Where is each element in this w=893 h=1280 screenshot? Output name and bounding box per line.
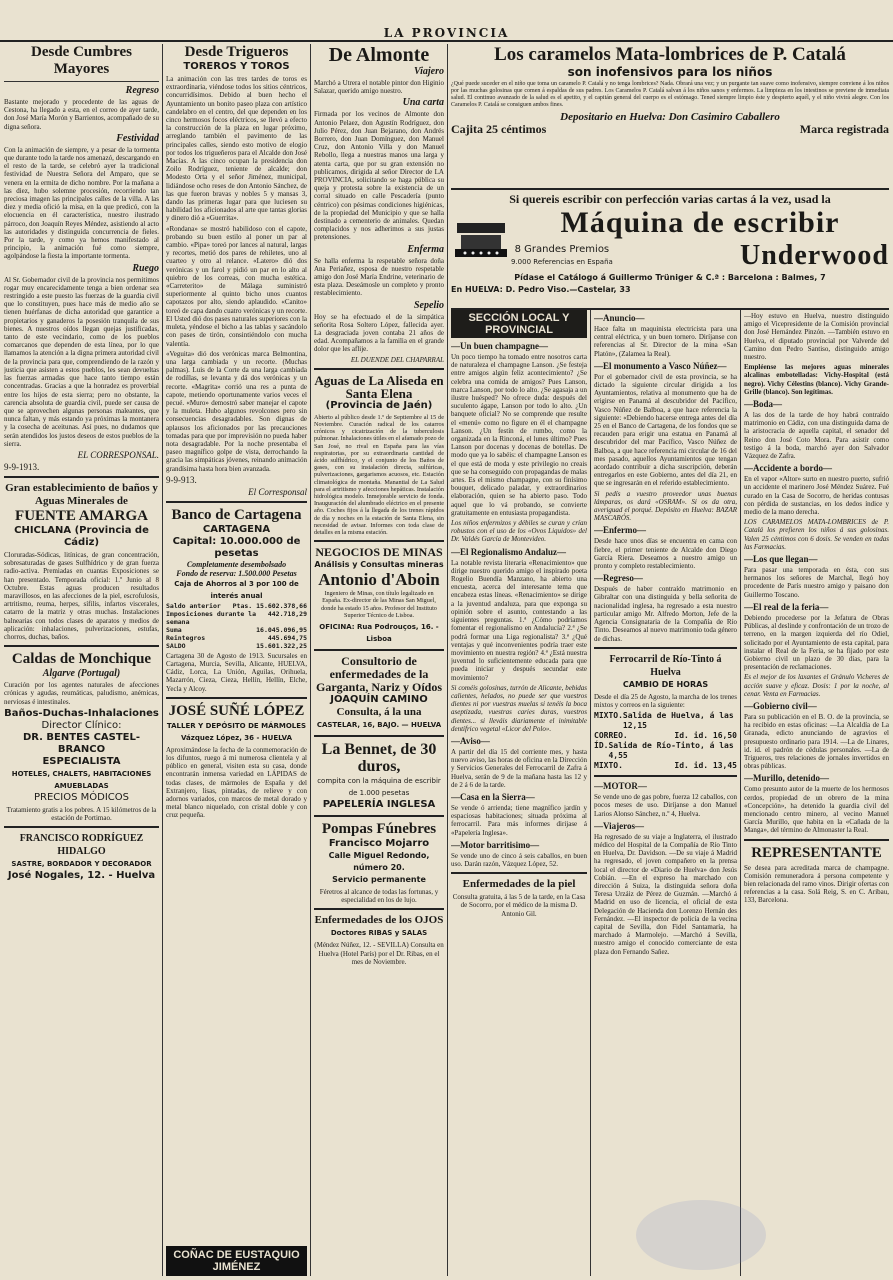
section-head: Sepelio [414, 299, 444, 311]
section-head: —Los que llegan— [744, 554, 818, 565]
article-text: Para su publicación en el B. O. de la provincia, se ha recibido en estas oficinas: —La Alcaldía de La Granada, edicto anunciando de agravios el presupuesto ordinario para 1914. —La de Linares, id. id. el padrón de cédulas personales. —La de Trigueros, tres relaciones de jornales invertidos en obras públicas. [744, 712, 889, 771]
ad-text: compita con la máquina de escribir de 1.000 pesetas [317, 776, 441, 797]
rule [166, 697, 307, 699]
ad-doctor: JOAQUÍN CAMINO [330, 693, 428, 705]
ad-brand: Marca registrada [799, 122, 889, 136]
rule [314, 649, 444, 651]
ad-text: ¿Qué puede suceder en el niño que toma un caramelo P. Catalá y no tenga lombrices? Nada. Obrará una vez; y un purgante tan suave como inofensivo, siempre conviene á los niños por las muchas golosinas que comen á espaldas de sus padres. Los Caramelos P. Catalá salvan á los niños sanos y enfermos. La limpieza en los intestinos se previene de inmediata salud. El continuo avanzado de la salud es el apetito, y el capitán general del cuerpo es el estómago. Tened siempre limpio éste y despierto aquél, y el niño vivirá alegre. Con los Caramelos P. Catalá se consiguen ambos fines. [451, 81, 889, 108]
table-cell: CORREO. [594, 731, 628, 741]
table-row [166, 602, 307, 610]
article-text: Para pasar una temporada en ésta, con sus hermanos los señores de Marchal, llegó hoy procedente de París nuestro amigo y paisano don Guillermo Toscano. [744, 566, 889, 599]
article-text: Al Sr. Gobernador civil de la provincia nos permitimos rogar muy encarecidamente tenga a bien ordenar sea restringido a este puesto las fuerzas de la guardia civil que lo constituyen, pues hace más de medio año se tienen huérfanas de dicha autoridad que garantice a propietarios y ganaderos la posesión tranquila de sus bienes. A nuestros oídos llegan quejas justificadas, tanto de este vecindario, como de los pueblos comarcanos que dependen de esta línea, por lo que llamamos la atención a la digna primera autoridad civil de la provincia para que, comprendiendo de la razón y justicia que asisten a estos pueblos, les sean devueltas las fuerzas armadas que hace tanto tiempo están concentradas. Gracias a que la honradez es proverbial entre los hijos de esta sierra; pero no obstante, la carencia absoluta de guardia civil, puede ser causa de que se aprovechen algunas personas maleantes, que nunca faltan, y más estando ya próximas la montanera y la cosecha de aceitunas. Así pues, no dudamos que serán atendidos los justos deseos de estos pueblos de la sierra. [4, 275, 159, 448]
article-text: «Veguita» dió dos verónicas marca Belmontina, una larga cambiada y un recorte. (Muchas palmas). Luis de la Corte da una larga cambiada de rodillas, se levanta y dá dos verónicas y un recorte. «Magrita» corrió una res a punta de capote, metiendo oportunamente varios veces el pecué. «Muro» demostró saber manejar el capote y la muleta. Hubo algunos revolcones pero sin consecuencias desagradables. Son dignas de aplausos los aficionados por las precauciones tomadas para que por imprevisión no pueda haber nota desagradable. Por la noche presentaba el paseo magnífico golpe de vista, derrochando la gracia las simpáticas jóvenes, reinando animación grandísima hasta hora bien avanzada. [166, 349, 307, 473]
ad-awards [511, 244, 613, 268]
table-cell: 15.601.322,25 [256, 641, 307, 650]
table-cell: 16.045.096,95 [256, 625, 307, 634]
ad-subtitle: Baños-Duchas-Inhalaciones [4, 707, 159, 719]
bottom-ad: COÑAC DE EUSTAQUIO JIMÉNEZ [166, 1246, 307, 1276]
ad-title: Gran establecimiento de baños y Aguas Minerales de [5, 481, 158, 507]
column-divider [162, 44, 163, 1276]
ad-subtitle: son inofensivos para los niños [567, 65, 773, 79]
rule [4, 826, 159, 828]
table-cell: Salida de Río-Tinto, á las 4,55 [608, 741, 734, 761]
table-cell: Salida de Huelva, á las 12,15 [622, 711, 734, 731]
ad-deposit: Depositario en Huelva: Don Casimiro Caballero [560, 111, 780, 123]
article-text: La notable revista literaria «Renacimiento» que dirige nuestro querido amigo el inspirado poeta Rogelio Buendía Manzano, ha abierto una encuesta, acerca del interesante tema que encabeza estas líneas. «Renacimiento» se dirige a la juventud andaluza, para que exponga su opinión sobre el asunto, contestando a las siguientes preguntas. 1.ª ¿Cómo podríamos fomentar el regionalismo en Andalucía? 2.ª ¿Se podrá formar una Liga regionalista? 3.ª ¿Qué ventajas y qué inconvenientes podría traer este movimiento en nuestra región? 4.ª ¿Está nuestra juventud lo suficientemente educada para que pueda iniciar y después secundar este movimiento? [451, 558, 587, 682]
article-text: A partir del día 15 del corriente mes, y hasta nuevo aviso, las horas de oficina en la Dirección y Servicios Generales del Ferrocarril de Zafra á Huelva, serán de 9 de la mañana hasta las 12 y de 2 á 6 de la tarde. [451, 747, 587, 789]
article-text: La animación con las tres tardes de toros es extraordinaria, viéndose todos los sitios céntricos, concurridísimos. Debido al buen hecho el Ayuntamiento un bonito paseo plaza con artístico candelabro en el centro, del que dependen en los cinco hermosos focos eléctricos, se llevó a efecto la construcción de la plaza en lugar próximo, arreglando también el pavimento de las principales calles, siendo esto motivo de elogio por todos los trigueñeros para el Alcalde don José Macías. A las cinco ocupan la presidencia don Zoilo Rodríguez, teniente de alcalde; don Modesto Orta y el señor Jiménez, municipal, lidiándose ocho reses de don Antonio Sánchez, de las que fueron bravas y nobles 5 y mansas 3, dando las primeras lugar para que luciesen su habilidad los aficionados al arte que tantas glorias y dinero dió a «Guerrita». [166, 75, 307, 223]
ad-shop: PAPELERÍA INGLESA [322, 798, 436, 810]
section-head: —Casa en la Sierra— [451, 791, 535, 802]
ad-text: Aproximándose la fecha de la conmemoración de los difuntos, ruego á mi numerosa clientela y al público en general, visiten esta su casa, donde encontrarán inmensa variedad en LÁPIDAS de todas clases, de mármoles de España y del Extranjero, lisas, pintadas, de relieve y con adornos variados, con marcos de metal dorado y metal blanco niquelado, con cristal doble y con cruz pequeña. [166, 745, 307, 820]
article-title: Desde Cumbres Mayores [31, 44, 132, 77]
ad-text: Tratamiento gratis a los pobres. A 15 kilómetros de la estación de Portimao. [6, 805, 157, 822]
ad-place: CHICLANA (Provincia de Cádiz) [14, 524, 149, 548]
signature: El Corresponsal [248, 486, 307, 497]
ad-city: CARTAGENA [202, 523, 271, 535]
ad-title: Caldas de Monchique [11, 651, 152, 668]
article-text: Debiendo procederse por la Jefatura de Obras Públicas, al deslinde y confrontación de un trozo de terreno, en la margen izquierda del río Odiel, solicitado por el Ayuntamiento de esta capital, para instalar el Real de la Feria, se ha fijado por este Gobierno civil un plazo de 30 días, para la presentación de reclamaciones. [744, 613, 889, 672]
table-cell: Id. id. 13,45 [674, 761, 737, 771]
rule [594, 775, 737, 777]
table-title: Ferrocarril de Río-Tinto á Huelva [609, 653, 722, 678]
table-intro: Desde el día 25 de Agosto, la marcha de los trenes mixtos y correos en la siguiente: [594, 692, 737, 709]
rule [166, 501, 307, 503]
ad-text: Cartagena 30 de Agosto de 1913. Sucursales en Cartagena, Murcia, Sevilla, Alicante, HUELVA, Cádiz, Lorca, La Unión, Aguilas, Orihuela, Mazarrón, Cieza, Cieza, Hellín, Hellín, Elche, Yecla y Alcoy. [166, 651, 307, 693]
ad-text: Curación por los agentes naturales de afecciones crónicas y agudas, reumáticas, paludismo, anémicas, nerviosas é intestinales. [4, 681, 159, 706]
caramelos-ad [451, 44, 889, 164]
section-head: —Un buen champagne— [451, 341, 549, 351]
ad-row [511, 240, 889, 272]
ad-premios: 8 Grandes Premios [514, 244, 610, 255]
ad-title: La Bennet, de 30 duros, [321, 740, 437, 775]
table-cell: SALDO [166, 641, 186, 650]
ad-body [451, 206, 889, 272]
table-title: Caja de Ahorros al 3 por 100 de interés anual [174, 579, 299, 600]
ad-subtitle: Completamente desembolsado [186, 559, 287, 569]
article-text: Como presunto autor de la muerte de los hermosos cerdos, propiedad de un obrero de la mina «Concepción», ha detenido la guardia civil del mencionado centro minero, al vecino Manuel García Murillo, que habita en la «Cañada de la Manga», del término de Almonaster la Real. [744, 785, 889, 835]
ad-specialty: ESPECIALISTA [42, 755, 121, 767]
ad-titles [511, 206, 889, 272]
table-cell: Reintegros [166, 633, 206, 642]
ad-agent: En HUELVA: D. Pedro Viso.—Castelar, 33 [451, 285, 631, 294]
ad-title: Aguas de La Aliseda en Santa Elena [314, 372, 444, 401]
ad-title: REPRESENTANTE [751, 844, 882, 861]
article-text: Firmada por los vecinos de Almonte don Antonio Pelaez, don Agustín Rodríguez, don Julio Pérez, don Juan Bejarano, don Andrés Borrero, don Juan Domínguez, don Manuel Cruz, don Antonio Villa y don Manuel Rebollo, llega a nuestras manos una larga y atenta carta, que por su gran extensión no publicamos, dirigida al señor Director de LA PROVINCIA, solicitando se haga pública su queja y protesta sobre la existencia de un corral situado en calle Pescadería (punto céntrico) con pésimas condiciones higiénicas, de la propiedad del Municipio y que se halla destinado a cementerio de animales. Quedan complacidos y nos adherimos a sus justas pretensiones. [314, 110, 444, 242]
rule [4, 645, 159, 647]
article-text: Con la animación de siempre, y a pesar de la tormenta que durante todo la tarde nos amenazó, descargando en el resto de la tarde, se celebró ayer la tradicional festividad de Nuestra Señora del Amparo, que se venera en la ermita de dicho nombre. Por la mañana a las diez, hubo solemne procesión, recorriendo tan preciosa imagen las principales calles de la villa. A las diez y media ofició la misa, en la que predicó, con la elocuencia en él característica, nuestro ilustrado párroco, don Joaquín Reyes Méndez, asistiendo al acto las autoridades y distinguida concurrencia de fieles. Por la tarde, y como ya hemos manifestado al principio, la animación fué como siempre, agolpándose la fiesta la importante tormenta. [4, 145, 159, 261]
ad-text: Consulta gratuita, á las 5 de la tarde, en la Casa de Socorro, por el médico de la misma D. Antonio Gil. [452, 893, 586, 918]
rule [314, 815, 444, 817]
ad-note: Es el mejor de los laxantes el Gránulo Vicheres de acción suave y eficaz. Dosis: 1 por la noche, al cenar. Venta en Farmacias. [744, 673, 889, 698]
article-text: En el vapor «Altor» surto en nuestro puerto, sufrió un accidente el marinero José Méndez Suárez. Fué curado en la Casa de Socorro, de heridas contusas con pérdida de sustancias, en los dedos índice y medio de la mano derecha. [744, 475, 889, 517]
masthead-rule [0, 40, 893, 42]
section-head: —Viajeros— [594, 820, 644, 831]
ad-name: Francisco Mojarro [328, 837, 430, 849]
table-row [166, 634, 307, 642]
article-text: A las dos de la tarde de hoy habrá contraído matrimonio en Cádiz, con una distinguida dama de la aristocracia de aquella capital, el senador del Reino don José Coto Mora. Para asistir como testigo á la boda, marchó ayer don Salvador Vázquez de Zafra. [744, 411, 889, 461]
ad-reserve: Fondo de reserva: 1.500.000 Pesetas [176, 568, 297, 578]
typewriter-icon [451, 217, 511, 261]
ad-subtitle: SASTRE, BORDADOR Y DECORADOR [11, 860, 152, 869]
article-title: De Almonte [328, 44, 430, 66]
ad-office: OFICINA: Rua Podrouços, 16. - Lisboa [319, 622, 439, 643]
article-text: Por el gobernador civil de esta provincia, se ha dictado la siguiente circular dirigida a los Ayuntamientos, relativa al monumento que ha de erigirse en Panamá al descubridor del Pacífico, Vasco Núñez de Balboa, a que hace referencia la siguiente: «Debiendo hacerse entrega antes del día 25 en el Banco de Cartagena, de los fondos que se recauden para erigir una estatua en Panamá al descubridor del mar Pacífico, Vasco Núñez de Balboa, a que hace referencia mi circular de 16 del mes pasado, aquellos Ayuntamientos que tengan acordado contribuir a dicha suscripción, deberán entregarlos en este Gobierno, antes del día 21, en que se ingresarán en el referido establecimiento. [594, 372, 737, 488]
ad-text: Abierto al público desde 1.º de Septiembre al 15 de Noviembre. Curación radical de los catarros crónicos y cicatrización de la tuberculosis pulmonar. Inhalaciones útiles en el afamado pozo de San José, no rival en España para las vías respiratorias, por su extraordinaria cantidad de ácido sulfhídrico, y el conjunto de los Baños de gases, con su instalación directa, sulfúricas, pulverizaciones, gargarismos acuosos, etc. Estación climatológica de montaña. Manantial de La Salud para el artritismo y afecciones hepáticas. Instalación hidrológica modelo. Inmejorable servicio de fonda. Inauguración del alumbrado eléctrico en el presente año. Coches fijos á la llegada de los trenes rápidos de día y noches en la estación de Santa Elena, sin necesidad de avisar. Informes con toda clase de detalles en la misma estación. [314, 413, 444, 536]
ad-title: Enfermedades de los OJOS [314, 914, 444, 927]
article-text: Bastante mejorado y procedente de las aguas de Cestona, ha llegado a esta, en el correo de ayer tarde, don José María Morón y Barrientos, acompañado de su digna señora. [4, 98, 159, 131]
column-5 [594, 310, 737, 1276]
table-row [594, 711, 737, 731]
column-divider [447, 44, 448, 1276]
ad-note: Los niños enfermizos y débiles se curan y crían robustos con el uso de los «Ovos Liquidos» del Dr. Valdés García de Montevideo. [451, 519, 587, 544]
ad-name: JOSÉ SUÑÉ LÓPEZ [168, 702, 305, 719]
column-6 [744, 310, 889, 1276]
column-3 [314, 44, 444, 1276]
rule [4, 476, 159, 478]
ad-capital: Capital: 10.000.000 de pesetas [172, 535, 301, 559]
table-cell: Suma [166, 625, 182, 634]
table-row [594, 741, 737, 761]
column-divider [310, 44, 311, 1276]
rule [594, 647, 737, 649]
rule [314, 540, 444, 542]
table-row [594, 731, 737, 741]
bank-table [166, 602, 307, 650]
article-text: Hace falta un maquinista electricista para una central eléctrica, y un buen tornero. Diríjanse con referencias al Sr. Director de la mina «San Platón», (Zalamea la Real). [594, 325, 737, 358]
ad-subtitle: (Provincia de Jaén) [325, 399, 433, 411]
article-title: Desde Trigueros [184, 44, 289, 60]
article-text: Un poco tiempo ha tomado entre nosotros carta de naturaleza el champagne Lanson. ¿Se festeja entre amigos algún feliz acontecimiento? ¿Se celebra una comida de amigos? Pues Lanson, marca Lanson, por todo lo alto. ¿Se agasaja a un ilustre huésped? No ofrece duda: después del suculento ágape, Lanson por todo lo alto. ¿Un banquete oficial? No se comprende que resulte el «menú» como no figure en él el champagne Lanson. ¿Un festín de rumbo, como la organizada en la Rinconá, el lunes último? Pues Lanson por docenas y docenas de botellas. De modo que ya lo sabéis: el champagne Lanson es el que está de moda y este privilegio no creais que se ha conseguido con propagandas de malas artes. Es el mismo champagne, con su finísimo bouquet, delicado paladar, y extraordinarios elaboración, quien se ha abierto paso. Todo aquel que lo vá probando, se convierte gratuitamente en entusiasta propagandista. [451, 353, 587, 517]
article-text: Después de haber contraído matrimonio en Gibraltar con una distinguida y bella señorita de nacionalidad inglesa, ha regresado a esta nuestro particular amigo Mr. Alfredo Morton, Jefe de la Agencia Consignataria de la Compañía de Río Tinto. Deseamos al nuevo matrimonio toda género de dichas. [594, 585, 737, 643]
ad-catalog: Pídase el Catálogo á Guillermo Trüniger & C.ª : Barcelona : Balmes, 7 [514, 273, 826, 282]
ad-name: FUENTE AMARGA [15, 507, 148, 524]
rule [451, 872, 587, 874]
table-cell: MIXTO. [594, 711, 623, 721]
ad-address: José Nogales, 12. - Huelva [7, 870, 156, 882]
article-text: Se vende uno de cinco á seis caballos, en buen uso. Darán razón, Vázquez López, 52. [451, 851, 587, 868]
section-head: —Boda— [744, 399, 783, 410]
ad-director: DR. BENTES CASTEL-BRANCO [22, 731, 141, 755]
section-head: —Motor barritisimo— [451, 839, 540, 850]
article-date: 9-9-1913. [4, 461, 40, 472]
rule [314, 368, 444, 370]
ad-footer [451, 123, 889, 136]
article-text: Se halla enferma la respetable señora doña Ana Periañez, esposa de nuestro respetable amigo don José María Endrine, veterinario de esta plaza. Deseámosle un completo y pronto restablecimiento. [314, 256, 444, 298]
section-head: Regreso [125, 85, 159, 96]
article-text: Ha regresado de su viaje a Inglaterra, el ilustrado médico del Hospital de la Compañía de Río Tinto en Huelva, Dr. Davidson. —De su viaje á Madrid ha regresado, el joven compañero en la prensa local el director de «Diario de Huelva» don Jesús Cobián. —En el expreso ha marchado con dirección á Suiza, la distinguida señora doña Teresa Urzáiz de Pérez de Guzmán. —Marchó á Madrid en uso de licencia, el oficial de esta Delegación de Hacienda don Lorenzo Hernán des Fernández. —El inspector de policía de la vecina capital de Sevilla, don Fidel Santamaría, ha marchado á Marmolejo. —Marchó á Sevilla, nuestro amigo el conocido comerciante de esta plaza don Fernando Sañez. [594, 832, 737, 956]
section-header: SECCIÓN LOCAL Y PROVINCIAL [451, 310, 587, 338]
section-head: —Anuncio— [594, 313, 645, 323]
ad-subtitle: Doctores RIBAS y SALAS [330, 929, 428, 938]
ad-lead: Si quereis escribir con perfección varias cartas á la vez, usad la [509, 192, 831, 206]
column-1 [4, 44, 159, 1276]
rule [314, 735, 444, 737]
ad-price: Cajita 25 céntimos [451, 122, 547, 136]
section-head: Viajero [413, 66, 444, 77]
ad-title: Los caramelos Mata-lombrices de P. Catalá [494, 44, 846, 65]
signature: EL DUENDE DEL CHAPARRAL [350, 355, 444, 364]
ad-address: Calle Miguel Redondo, número 20. [328, 850, 430, 872]
table-cell: Id. id. 16,50 [674, 731, 737, 741]
article-text: Se vende uno de gas pobre, fuerza 12 caballos, con pocos meses de uso. Diríjanse a don Manuel Larios Alonso Sánchez, n.º 4, Huelva. [594, 793, 737, 818]
ad-title: Pompas Fúnebres [321, 820, 437, 837]
section-head: —Accidente a bordo— [744, 463, 832, 474]
table-row [166, 626, 307, 634]
ad-note: Si coméis golosinas, turrón de Alicante, bebidas calientes, helados, no puede ser que vuestros dientes ni por vuestras muelas si tenéis la boca aseptizada, vuestras caries duras, vuestros dientes... si lleváis diariamente el inimitable dentífrico vegetal «Licor del Polo». [451, 683, 587, 733]
ad-brand: Underwood [739, 240, 889, 271]
article-text: Desde hace unos días se encuentra en cama con fiebre, el primer teniente de Alcalde don Diego García Riera. Deseamos a nuestro amigo un pronto y completo restablecimiento. [594, 537, 737, 571]
table-cell: Ptas. 15.602.378,66 [232, 601, 307, 610]
section-head: Una carta [402, 97, 444, 109]
section-head: Enferma [407, 243, 444, 255]
ad-address: Vázquez López, 36 - HUELVA [181, 733, 292, 742]
table-cell: 442.718,29 [267, 609, 307, 618]
section-head: —Gobierno civil— [744, 700, 817, 711]
table-cell: MIXTO. [594, 761, 623, 771]
signature: EL CORRESPONSAL. [77, 449, 159, 460]
ad-title: Máquina de escribir [560, 206, 840, 239]
ad-title: NEGOCIOS DE MINAS [315, 545, 443, 560]
ad-hours: Consulta, á la una [336, 705, 422, 718]
article-text: Se vende ó arrienda; tiene magnífico jardín y espaciosas habitaciones; situada próxima al ferrocarril. Para más informes dirijase á «Papelería Inglesa». [451, 803, 587, 837]
ad-title: Consultorio de enfermedades de la Garganta, Nariz y Oídos [316, 653, 442, 694]
ad-name: Antonio d'Aboin [318, 570, 440, 590]
ad-address: CASTELAR, 16, BAJO. — HUELVA [316, 720, 442, 729]
table-subtitle: CAMBIO DE HORAS [622, 679, 709, 689]
ad-service: Servicio permanente [332, 874, 426, 884]
table-row [166, 642, 307, 650]
ad-text: (Méndez Núñez, 12. - SEVILLA) Consulta en Huelva (Hotel París) por el Dr. Ribas, en el mes de Noviembre. [314, 941, 444, 966]
column-4 [451, 310, 587, 1276]
ad-subtitle: TALLER Y DEPÓSITO DE MÁRMOLES [166, 721, 307, 730]
table-cell: Imposiciones durante la semana [166, 609, 257, 626]
section-head: Ruego [132, 262, 159, 274]
ad-place: Algarve (Portugal) [42, 668, 121, 680]
section-head: —Regreso— [594, 573, 643, 584]
ad-note: Si pedís a vuestro proveedor unas buenas lámparas, os dará «OSRAM». Si os da otra, averiguad el porqué. Depósito en Huelva: BAZAR MASCARÓS. [594, 489, 737, 523]
ad-prices: PRECIOS MÓDICOS [34, 791, 129, 803]
ad-text: Ingeniero de Minas, con título legalizado en España. Ex-director de las Minas San Miguel, donde ha estado 15 años. Profesor del Instituto Superior Técnico de Lisboa. [321, 590, 437, 619]
column-divider [740, 310, 741, 1276]
ad-text: Cloruradas-Sódicas, litínicas, de gran concentración, sobresaturadas de gases Sulfhídrico y de gran fuerza radio-activa. Premiadas en cuantas Exposiciones se han presentado. Temporada oficial: 1.º Junio al 8 Octubre. Estas aguas producen resultados maravillosos, en las afecciones de la piel, escrofulosis, artritismo, reuma, herpes, sífilis, infartos viscerales, catarro de la matriz y otras muchas. Instalaciones balnearias con todos clases de aparatos y medios de aplicación: inhalaciones, pulverizaciones, estufas, chorros, duchas, baños. [4, 550, 159, 641]
underwood-ad [451, 188, 889, 310]
table-cell: 445.694,75 [267, 633, 307, 642]
article-text: —Hoy estuvo en Huelva, nuestro distinguido amigo el Vicepresidente de la Comisión provincial don José Hernández Pinzón. —También estuvo en Huelva, el diputado provincial por Valverde del Camino don Pedro Santiso, distinguido amigo nuestro. [744, 312, 889, 362]
ad-text: Se desea para acreditada marca de champagne. Comisión remuneradora á persona competente y bien relacionada del ramo vinos. Dirigir ofertas con referencias a la casa. Solá Reig, S. en C. Aribau, 133, Barcelona. [744, 863, 889, 905]
table-row [594, 761, 737, 771]
rule [744, 839, 889, 841]
ad-refs: 9.000 Referencias en España [511, 258, 613, 266]
section-head: —El monumento a Vasco Núñez— [594, 360, 727, 371]
section-head: —Enfermo— [594, 525, 646, 536]
section-head: Festividad [116, 132, 159, 144]
article-text: Marchó a Utrera el notable pintor don Higinio Salazar, querido amigo nuestro. [314, 79, 444, 96]
section-head: —El Regionalismo Andaluz— [451, 546, 567, 557]
table-cell: ÍD. [594, 741, 609, 751]
ad-title: Enfermedades de la piel [462, 878, 576, 891]
column-divider [590, 310, 591, 1276]
ad-text: Féretros al alcance de todas las fortunas, y especialidad en los de lujo. [319, 887, 439, 905]
table-cell: Saldo anterior [166, 601, 221, 610]
article-text: Hoy se ha efectuado el de la simpática señorita Rosa Soltero López, fallecida ayer. La desgraciada joven contaba 21 años de edad. Acompañamos a la familia en el grande dolor que les aflije. [314, 312, 444, 354]
section-head: —Murillo, detenido— [744, 773, 829, 784]
masthead: LA PROVINCIA [383, 26, 510, 40]
ad-subtitle: Análisis y Consultas mineras [314, 560, 444, 570]
ad-title: Banco de Cartagena [171, 506, 302, 523]
section-head: —Aviso— [451, 735, 490, 746]
section-head: —MOTOR— [594, 781, 647, 792]
ad-note: LOS CARAMELOS MATA-LOMBRICES de P. Catalá los prefieren los niños á sus golosinas. Valen 25 céntimos con 6 dosis. Se venden en todas las Farmacias. [744, 518, 889, 551]
article-text: «Rondana» se mostró habilidoso con el capote, probando su buen estilo al poner un par al cambio. «Pipa» toreó por lances al natural, largas y recortes, metió dos pares de rehiletes, uno al cuarteo y otro al relance. «Latero» dió dos verónicas y un farol y pidió un par en lo alto al quiebro de los correas, con mucha estética. «Carreterito» de Málaga suministró superiormente al quinto bicho unos cuantos capotazos por alto, siendo aplaudido. «Canito» toreó de capa dando cuatro verónicas y un recorte. El Usted dió dos pases naturales superiores con la muleta, yéndose el bicho a las tablas y sacándolo con pases de tirón, consintiéndolo con mucha valentía. [166, 224, 307, 348]
rule [4, 81, 159, 82]
section-head: —El real de la feria— [744, 601, 829, 612]
article-date: 9-9-913. [166, 474, 197, 485]
rule [314, 908, 444, 910]
table-row [166, 610, 307, 626]
train-table [594, 711, 737, 771]
article-subtitle: TOREROS Y TOROS [183, 61, 290, 72]
ad-label: Director Clínico: [41, 719, 122, 731]
library-stamp [636, 1200, 766, 1270]
ad-note: Empléense las mejores aguas minerales alcalinas embotelladas: Vichy-Hospital (está negro). Vichy Célestins (blanco). Vichy Grande-Grille (blanco). Son legítimas. [744, 363, 889, 396]
column-2 [166, 44, 307, 1276]
ad-name: FRANCISCO RODRÍGUEZ HIDALGO [19, 833, 144, 858]
ad-hotels: HOTELES, CHALETS, HABITACIONES AMUEBLADAS [11, 769, 152, 790]
